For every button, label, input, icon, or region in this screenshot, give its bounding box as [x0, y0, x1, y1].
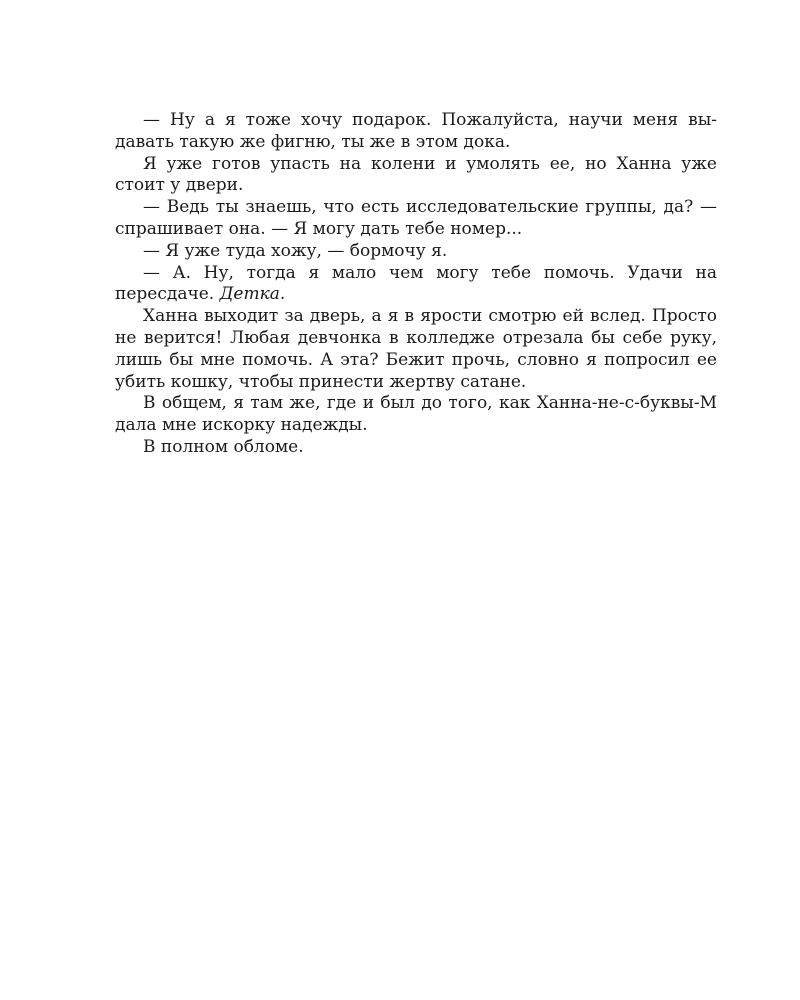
italic-word: Детка.	[219, 284, 286, 305]
paragraph-2: Я уже готов упасть на колени и умолять ее, но Ханна уже стоит у двери.	[115, 153, 717, 196]
paragraph-4: — Я уже туда хожу, — бормочу я.	[143, 240, 448, 261]
paragraph-1: — Ну а я тоже хочу подарок. Пожалуйста, научи меня выдавать такую же фигню, ты же в этом дока.	[115, 110, 717, 152]
paragraph-8: В полном обломе.	[143, 436, 304, 457]
page-body	[115, 110, 717, 459]
paragraph-6: Ханна выходит за дверь, а я в ярости смотрю ей вслед. Просто не верится! Любая девчонка в колледже отрезала бы себе руку, лишь бы мне помочь. А эта? Бежит прочь, словно я попросил ее убить кошку, чтобы принести жертву сатане.	[115, 306, 717, 392]
paragraph-5-text: — А. Ну, тогда я мало чем могу тебе помочь. Удачи на пересдаче.	[115, 262, 717, 305]
paragraph-5	[115, 263, 717, 307]
paragraph-7: В общем, я там же, где и был до того, как Ханна-не-с-буквы-М дала мне искорку надежды.	[115, 393, 717, 436]
paragraph-3: — Ведь ты знаешь, что есть исследовательские группы, да? — спрашивает она. — Я могу дать тебе номер...	[115, 197, 717, 239]
